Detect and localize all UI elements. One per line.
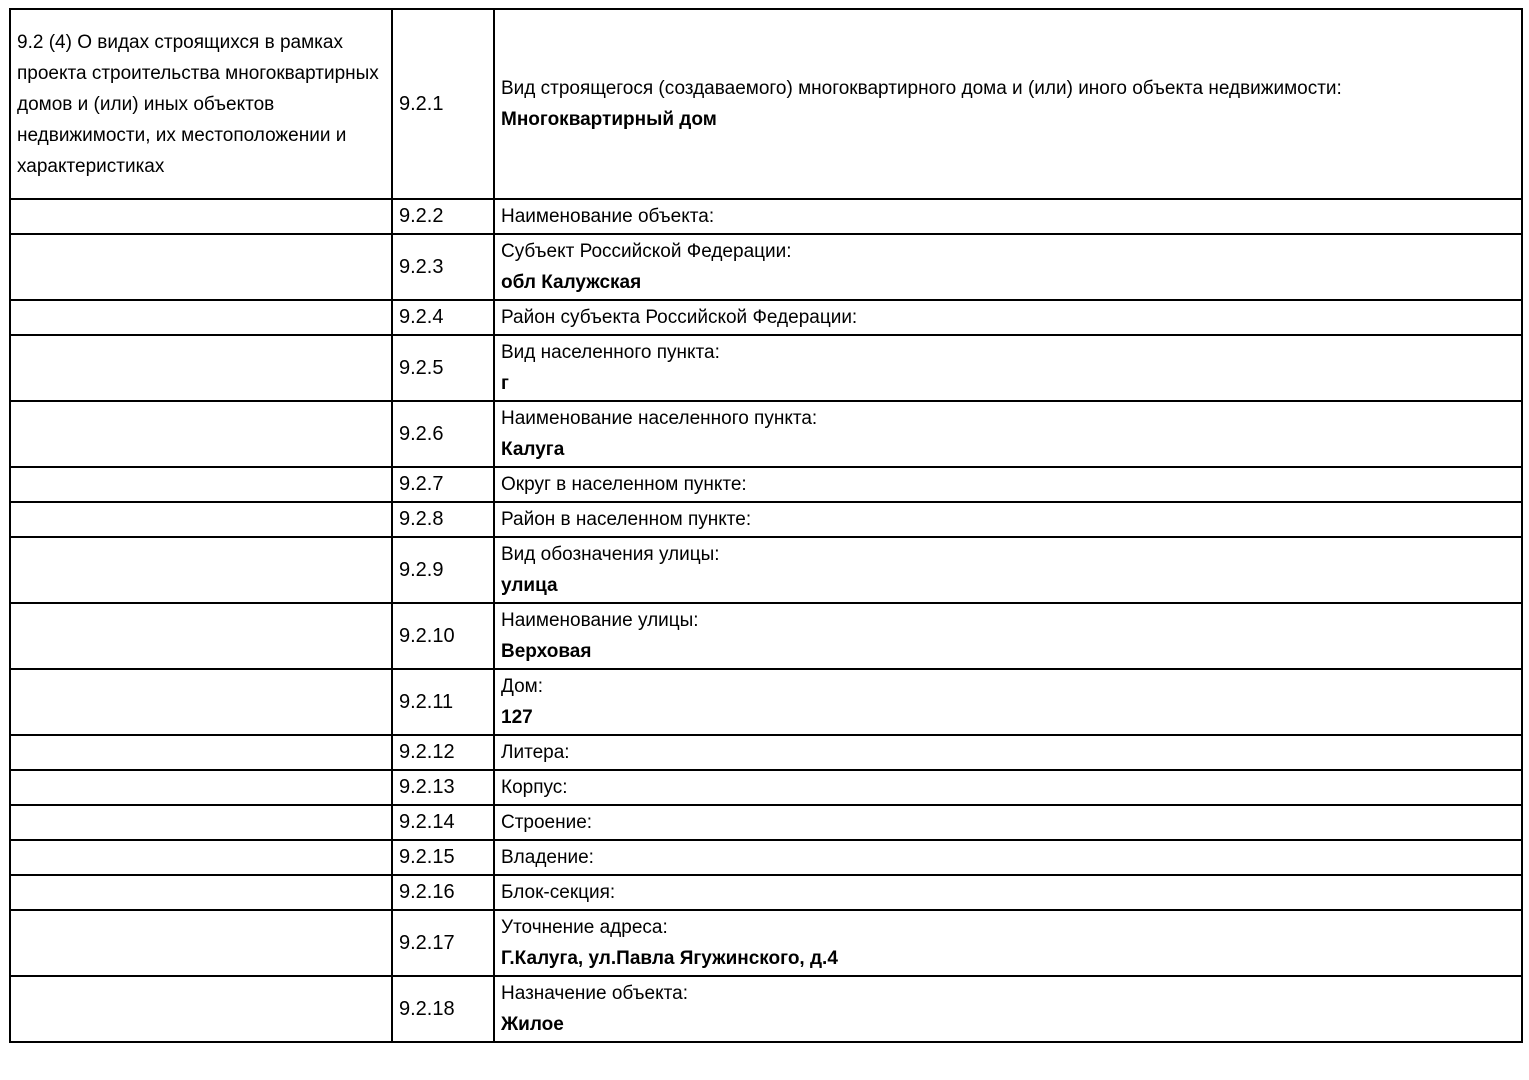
section-empty-cell [10,234,392,300]
field-label: Наименование улицы: [501,610,699,631]
table-row [10,805,1522,840]
row-content-cell [494,735,1522,770]
field-value: Жилое [501,1014,564,1035]
field-value: Калуга [501,439,565,460]
row-code: 9.2.6 [392,401,494,467]
row-content-cell [494,840,1522,875]
field-value: Г.Калуга, ул.Павла Ягужинского, д.4 [501,948,838,969]
section-empty-cell [10,502,392,537]
section-empty-cell [10,840,392,875]
field-label: Наименование населенного пункта: [501,408,818,429]
row-content-cell [494,467,1522,502]
row-content-cell [494,976,1522,1042]
section-empty-cell [10,401,392,467]
table-row [10,875,1522,910]
row-code: 9.2.2 [392,199,494,234]
row-content-cell [494,234,1522,300]
table-row [10,840,1522,875]
table-row [10,199,1522,234]
field-value: Верховая [501,641,592,662]
field-label: Вид строящегося (создаваемого) многоквартирного дома и (или) иного объекта недвижимости: [501,78,1342,99]
row-code: 9.2.13 [392,770,494,805]
table-row [10,669,1522,735]
row-content-cell [494,770,1522,805]
row-code: 9.2.11 [392,669,494,735]
row-code: 9.2.14 [392,805,494,840]
field-value: Многоквартирный дом [501,109,717,130]
field-label: Вид обозначения улицы: [501,544,720,565]
field-label: Район субъекта Российской Федерации: [501,307,858,328]
field-label: Район в населенном пункте: [501,509,752,530]
row-code: 9.2.12 [392,735,494,770]
table-row [10,401,1522,467]
section-empty-cell [10,335,392,401]
row-code: 9.2.16 [392,875,494,910]
table-row [10,335,1522,401]
table-row [10,234,1522,300]
row-content-cell [494,9,1522,199]
table-row [10,910,1522,976]
section-empty-cell [10,300,392,335]
field-label: Корпус: [501,777,568,798]
table-body [10,9,1522,1042]
table-row [10,9,1522,199]
field-label: Уточнение адреса: [501,917,668,938]
section-empty-cell [10,537,392,603]
row-content-cell [494,603,1522,669]
field-value: улица [501,575,558,596]
field-label: Блок-секция: [501,882,616,903]
section-empty-cell [10,770,392,805]
field-label: Дом: [501,676,543,697]
row-code: 9.2.5 [392,335,494,401]
row-content-cell [494,669,1522,735]
row-code: 9.2.7 [392,467,494,502]
row-code: 9.2.3 [392,234,494,300]
row-content-cell [494,502,1522,537]
section-empty-cell [10,603,392,669]
row-content-cell [494,401,1522,467]
row-content-cell [494,335,1522,401]
table-row [10,502,1522,537]
row-code: 9.2.10 [392,603,494,669]
section-title-cell: 9.2 (4) О видах строящихся в рамках проекта строительства многоквартирных домов и (или) иных объектов недвижимости, их местоположении и характеристиках [10,9,392,199]
table-row [10,537,1522,603]
row-content-cell [494,537,1522,603]
table-row [10,770,1522,805]
table-row [10,976,1522,1042]
table-row [10,735,1522,770]
row-code: 9.2.9 [392,537,494,603]
table-row [10,467,1522,502]
field-label: Строение: [501,812,593,833]
row-code: 9.2.4 [392,300,494,335]
field-label: Литера: [501,742,570,763]
field-label: Владение: [501,847,594,868]
declaration-table [9,8,1523,1043]
field-label: Вид населенного пункта: [501,342,720,363]
row-content-cell [494,875,1522,910]
row-code: 9.2.18 [392,976,494,1042]
section-empty-cell [10,875,392,910]
row-code: 9.2.15 [392,840,494,875]
field-label: Наименование объекта: [501,206,715,227]
section-empty-cell [10,976,392,1042]
section-empty-cell [10,910,392,976]
row-code: 9.2.8 [392,502,494,537]
field-value: 127 [501,707,533,728]
section-empty-cell [10,805,392,840]
field-label: Назначение объекта: [501,983,688,1004]
row-code: 9.2.1 [392,9,494,199]
row-content-cell [494,300,1522,335]
row-content-cell [494,910,1522,976]
table-row [10,603,1522,669]
field-value: г [501,373,509,394]
row-content-cell [494,199,1522,234]
section-empty-cell [10,735,392,770]
row-content-cell [494,805,1522,840]
row-code: 9.2.17 [392,910,494,976]
section-empty-cell [10,199,392,234]
table-row [10,300,1522,335]
field-label: Округ в населенном пункте: [501,474,747,495]
section-empty-cell [10,669,392,735]
field-label: Субъект Российской Федерации: [501,241,792,262]
field-value: обл Калужская [501,272,642,293]
section-empty-cell [10,467,392,502]
